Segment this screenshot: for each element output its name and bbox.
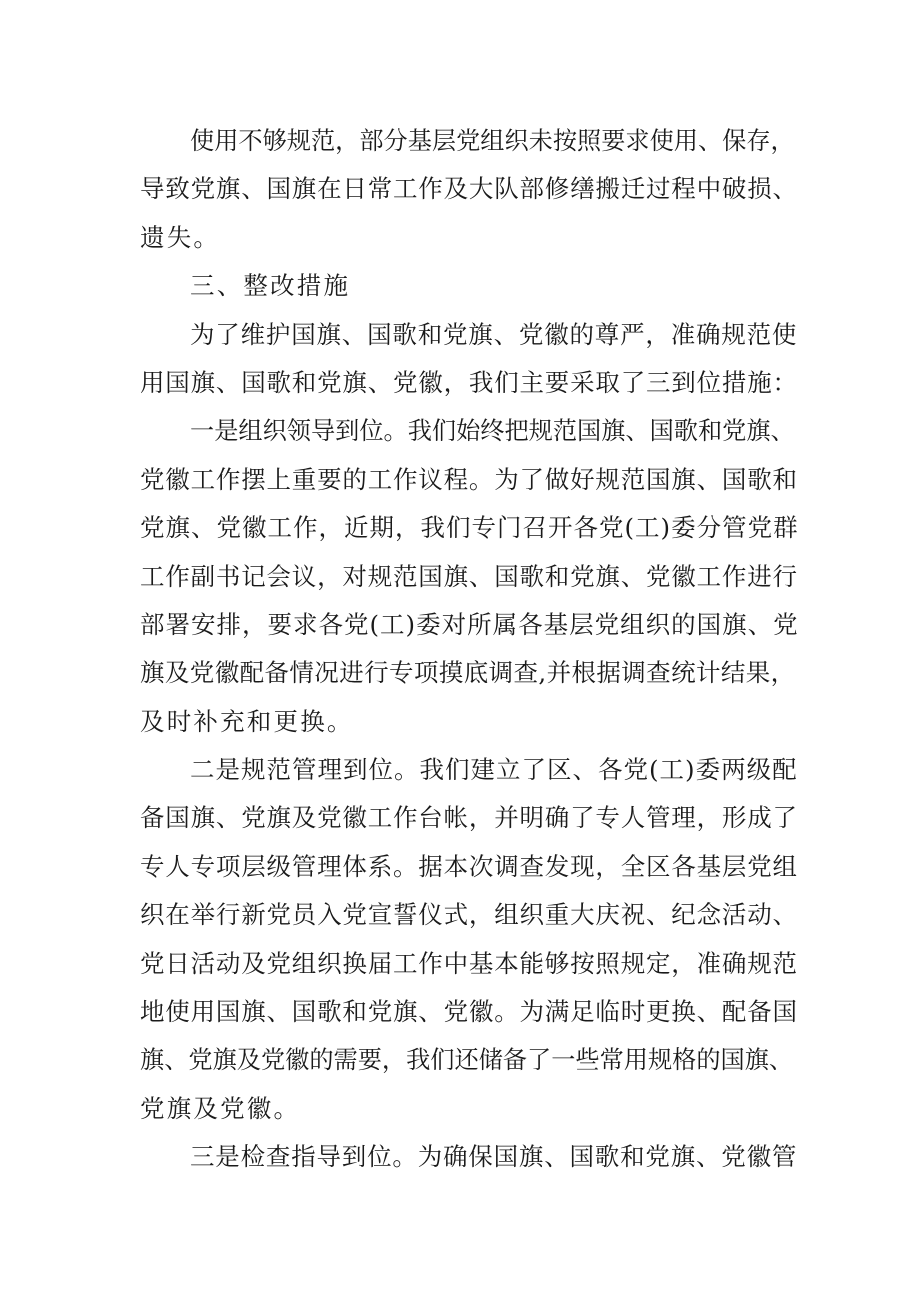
text-line: 党旗及党徽。: [140, 1093, 301, 1123]
text-line: 用国旗、国歌和党旗、党徽，我们主要采取了三到位措施：: [140, 367, 798, 397]
text-line: 部署安排，要求各党(工)委对所属各基层党组织的国旗、党: [140, 609, 799, 639]
text-line: 专人专项层级管理体系。据本次调查发现，全区各基层党组: [140, 851, 798, 881]
text-line: 及时补充和更换。: [140, 706, 354, 736]
text-line: 二是规范管理到位。我们建立了区、各党(工)委两级配: [190, 755, 798, 785]
document-body: [140, 117, 800, 1182]
text-line: 地使用国旗、国歌和党旗、党徽。为满足临时更换、配备国: [140, 997, 798, 1027]
text-line: 旗及党徽配备情况进行专项摸底调查,并根据调查统计结果，: [140, 658, 796, 688]
text-line: 导致党旗、国旗在日常工作及大队部修缮搬迁过程中破损、: [140, 174, 798, 204]
text-line: 一是组织领导到位。我们始终把规范国旗、国歌和党旗、: [190, 417, 795, 446]
text-line: 党徽工作摆上重要的工作议程。为了做好规范国旗、国歌和: [140, 464, 798, 494]
text-line: 党日活动及党组织换届工作中基本能够按照规定，准确规范: [140, 948, 798, 978]
text-line: 旗、党旗及党徽的需要，我们还储备了一些常用规格的国旗、: [140, 1046, 794, 1075]
text-line: 工作副书记会议，对规范国旗、国歌和党旗、党徽工作进行: [140, 561, 798, 591]
text-line: 使用不够规范，部分基层党组织未按照要求使用、保存，: [190, 127, 795, 155]
text-line: 备国旗、党旗及党徽工作台帐，并明确了专人管理，形成了: [140, 803, 798, 833]
text-line: 遗失。: [140, 222, 221, 252]
section-heading: 三、整改措施: [190, 271, 351, 301]
text-line: 党旗、党徽工作，近期，我们专门召开各党(工)委分管党群: [140, 513, 799, 543]
text-line: 织在举行新党员入党宣誓仪式，组织重大庆祝、纪念活动、: [140, 900, 798, 930]
text-line: 三是检查指导到位。为确保国旗、国歌和党旗、党徽管: [190, 1142, 798, 1172]
text-line: 为了维护国旗、国歌和党旗、党徽的尊严，准确规范使: [190, 319, 798, 349]
